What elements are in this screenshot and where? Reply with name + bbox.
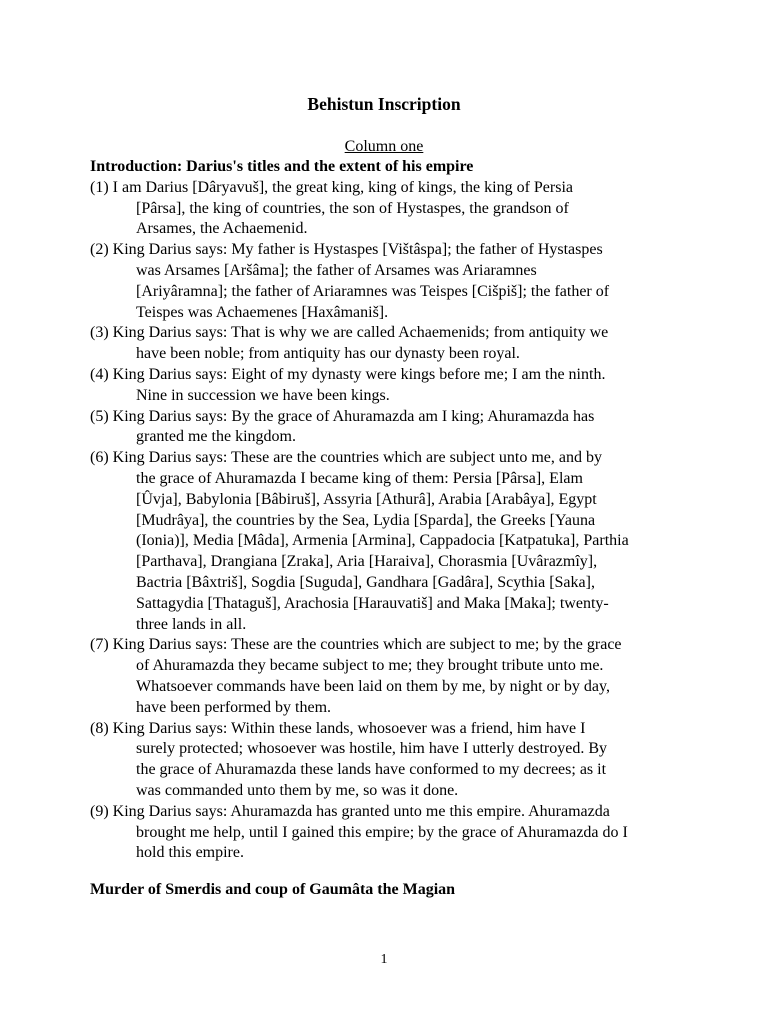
paragraph-line: brought me help, until I gained this empire; by the grace of Ahuramazda do I [136,823,628,841]
paragraph-line: (9) King Darius says: Ahuramazda has granted unto me this empire. Ahuramazda [90,802,610,820]
paragraph-line: (8) King Darius says: Within these lands, whosoever was a friend, him have I [90,719,586,737]
paragraph-line: [Ûvja], Babylonia [Bâbiruš], Assyria [Athurâ], Arabia [Arabâya], Egypt [136,490,597,508]
paragraph [90,365,690,407]
paragraph-line: granted me the kingdom. [136,428,296,446]
document-title: Behistun Inscription [307,94,461,114]
paragraph [90,635,690,718]
paragraph-line: (2) King Darius says: My father is Hystaspes [Vištâspa]; the father of Hystaspes [90,241,603,259]
paragraph-line: was Arsames [Aršâma]; the father of Arsames was Ariaramnes [136,261,537,279]
document-body [90,157,690,864]
paragraph-line: hold this empire. [136,844,244,862]
paragraph-line: the grace of Ahuramazda I became king of them: Persia [Pârsa], Elam [136,469,583,487]
paragraph-line: Sattagydia [Thataguš], Arachosia [Harauvatiš] and Maka [Maka]; twenty- [136,594,609,612]
paragraph [90,178,690,240]
section-heading-murder-of-smerdis: Murder of Smerdis and coup of Gaumâta the Magian [90,881,456,898]
paragraph-line: three lands in all. [136,615,247,633]
paragraph-line: Arsames, the Achaemenid. [136,220,308,238]
paragraph-line: was commanded unto them by me, so was it done. [136,781,459,799]
paragraph [90,323,690,365]
paragraph-line: (6) King Darius says: These are the countries which are subject unto me, and by [90,449,602,467]
page-number: 1 [380,952,388,967]
paragraph [90,407,690,449]
paragraph-line: [Mudrâya], the countries by the Sea, Lydia [Sparda], the Greeks [Yauna [136,511,596,529]
paragraph-line: the grace of Ahuramazda these lands have conformed to my decrees; as it [136,761,607,779]
paragraph-line: surely protected; whosoever was hostile, him have I utterly destroyed. By [136,740,607,758]
paragraph-line: (Ionia)], Media [Mâda], Armenia [Armina], Cappadocia [Katpatuka], Parthia [136,532,629,550]
paragraph-line: (3) King Darius says: That is why we are called Achaemenids; from antiquity we [90,324,609,342]
paragraph-line: [Ariyâramna]; the father of Ariaramnes was Teispes [Cišpiš]; the father of [136,282,610,300]
paragraph-list [90,178,690,864]
paragraph [90,240,690,323]
paragraph-line: Whatsoever commands have been laid on them by me, by night or by day, [136,677,610,695]
paragraph-line: (4) King Darius says: Eight of my dynasty were kings before me; I am the ninth. [90,365,606,383]
column-heading: Column one [344,138,424,155]
paragraph-line: Bactria [Bâxtriš], Sogdia [Suguda], Gandhara [Gadâra], Scythia [Saka], [136,573,595,591]
section-heading-introduction: Introduction: Darius's titles and the extent of his empire [90,158,474,175]
paragraph-line: have been noble; from antiquity has our dynasty been royal. [136,345,520,363]
paragraph-line: (7) King Darius says: These are the countries which are subject to me; by the grace [90,636,622,654]
paragraph-line: [Parthava], Drangiana [Zraka], Aria [Haraiva], Chorasmia [Uvârazmîy], [136,553,598,571]
paragraph [90,719,690,802]
paragraph-line: of Ahuramazda they became subject to me; they brought tribute unto me. [136,657,604,675]
paragraph-line: (5) King Darius says: By the grace of Ahuramazda am I king; Ahuramazda has [90,407,595,425]
paragraph-line: [Pârsa], the king of countries, the son of Hystaspes, the grandson of [136,199,569,217]
paragraph-line: have been performed by them. [136,698,332,716]
paragraph-line: Teispes was Achaemenes [Haxâmaniš]. [136,303,389,321]
paragraph [90,448,690,635]
paragraph-line: (1) I am Darius [Dâryavuš], the great king, king of kings, the king of Persia [90,178,573,196]
paragraph-line: Nine in succession we have been kings. [136,386,390,404]
paragraph [90,802,690,864]
